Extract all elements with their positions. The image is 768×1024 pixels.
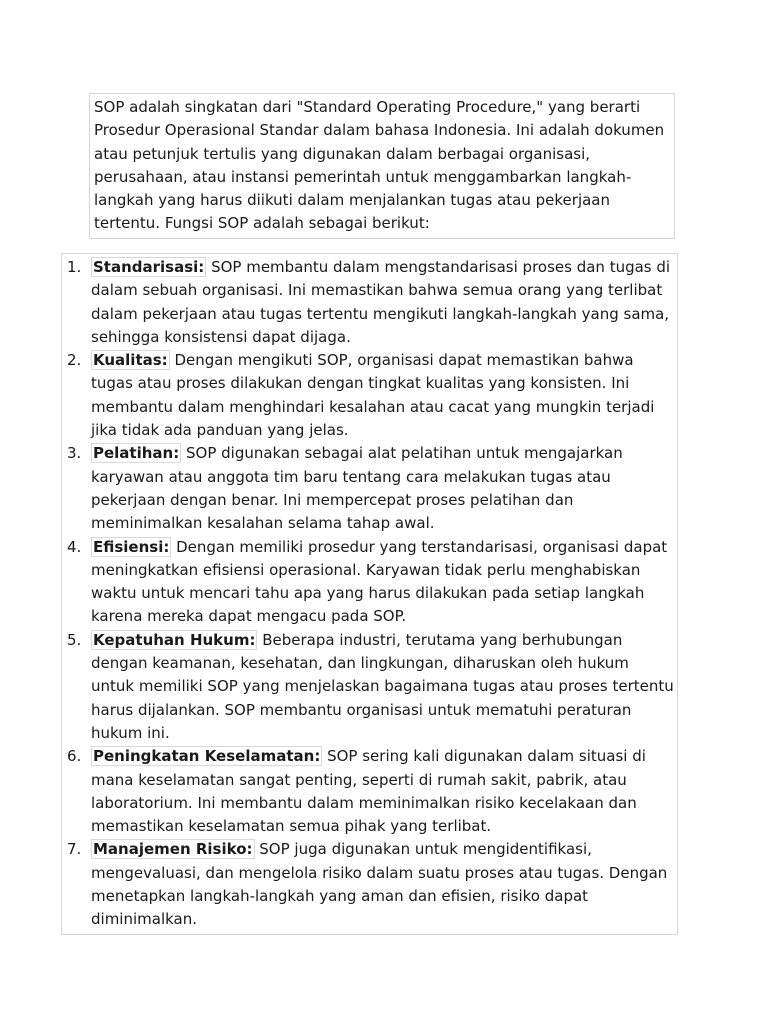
list-item-number: 2. <box>67 351 82 370</box>
list-item <box>62 629 675 745</box>
list-item-term: Efisiensi: <box>93 537 170 556</box>
list-item-term: Standarisasi: <box>93 258 205 276</box>
list-item-text: SOP sering kali digunakan dalam situasi di mana keselamatan sangat penting, seperti di rumah sakit, pabrik, atau laboratorium. Ini membantu dalam meminimalkan risiko kecelakaan dan memastikan keselamatan semua pihak yang terlibat. <box>91 747 646 836</box>
list-item-number: 5. <box>67 630 82 649</box>
list-item-text: Dengan mengikuti SOP, organisasi dapat memastikan bahwa tugas atau proses dilakukan dengan tingkat kualitas yang konsisten. Ini membantu dalam menghindari kesalahan atau cacat yang mungkin terjadi jika tidak ada panduan yang jelas. <box>91 351 655 440</box>
list-item-term: Kepatuhan Hukum: <box>93 630 256 649</box>
list-item <box>62 745 675 838</box>
intro-paragraph-box <box>89 93 675 239</box>
list-item-text: SOP juga digunakan untuk mengidentifikasi, mengevaluasi, dan mengelola risiko dalam suatu proses atau tugas. Dengan menetapkan langkah-langkah yang aman dan efisien, risiko dapat diminimalkan. <box>91 840 668 929</box>
list-item <box>62 349 675 442</box>
list-item <box>62 442 675 535</box>
intro-paragraph: SOP adalah singkatan dari "Standard Operating Procedure," yang berarti Prosedur Operasional Standar dalam bahasa Indonesia. Ini adalah dokumen atau petunjuk tertulis yang digunakan dalam berbagai organisasi, perusahaan, atau instansi pemerintah untuk menggambarkan langkah-langkah yang harus diikuti dalam menjalankan tugas atau pekerjaan tertentu. Fungsi SOP adalah sebagai berikut: <box>94 98 665 233</box>
list-item-number: 6. <box>67 747 82 766</box>
list-item-number: 4. <box>67 537 82 556</box>
list-item <box>62 838 675 931</box>
list-item-text: SOP digunakan sebagai alat pelatihan untuk mengajarkan karyawan atau anggota tim baru tentang cara melakukan tugas atau pekerjaan dengan benar. Ini mempercepat proses pelatihan dan meminimalkan kesalahan selama tahap awal. <box>91 444 623 533</box>
list-item-number: 7. <box>67 840 82 859</box>
list-item-number: 1. <box>67 258 82 276</box>
functions-list <box>62 256 675 932</box>
list-item <box>62 536 675 629</box>
list-item-term: Kualitas: <box>93 351 168 370</box>
list-item-text: Dengan memiliki prosedur yang terstandarisasi, organisasi dapat meningkatkan efisiensi operasional. Karyawan tidak perlu menghabiskan waktu untuk mencari tahu apa yang harus dilakukan pada setiap langkah karena mereka dapat mengacu pada SOP. <box>91 537 668 626</box>
list-item-number: 3. <box>67 444 82 463</box>
list-item-text: Beberapa industri, terutama yang berhubungan dengan keamanan, kesehatan, dan lingkungan, diharuskan oleh hukum untuk memiliki SOP yang menjelaskan bagaimana tugas atau proses tertentu harus dijalankan. SOP membantu organisasi untuk mematuhi peraturan hukum ini. <box>91 630 674 742</box>
list-item-text: SOP membantu dalam mengstandarisasi proses dan tugas di dalam sebuah organisasi. Ini memastikan bahwa semua orang yang terlibat dalam pekerjaan atau tugas tertentu mengikuti langkah-langkah yang sama, sehingga konsistensi dapat dijaga. <box>91 258 671 346</box>
list-item-term: Manajemen Risiko: <box>93 840 253 859</box>
list-item-term: Pelatihan: <box>93 444 180 463</box>
functions-list-box <box>61 253 678 935</box>
list-item <box>62 256 675 349</box>
list-item-term: Peningkatan Keselamatan: <box>93 747 321 766</box>
